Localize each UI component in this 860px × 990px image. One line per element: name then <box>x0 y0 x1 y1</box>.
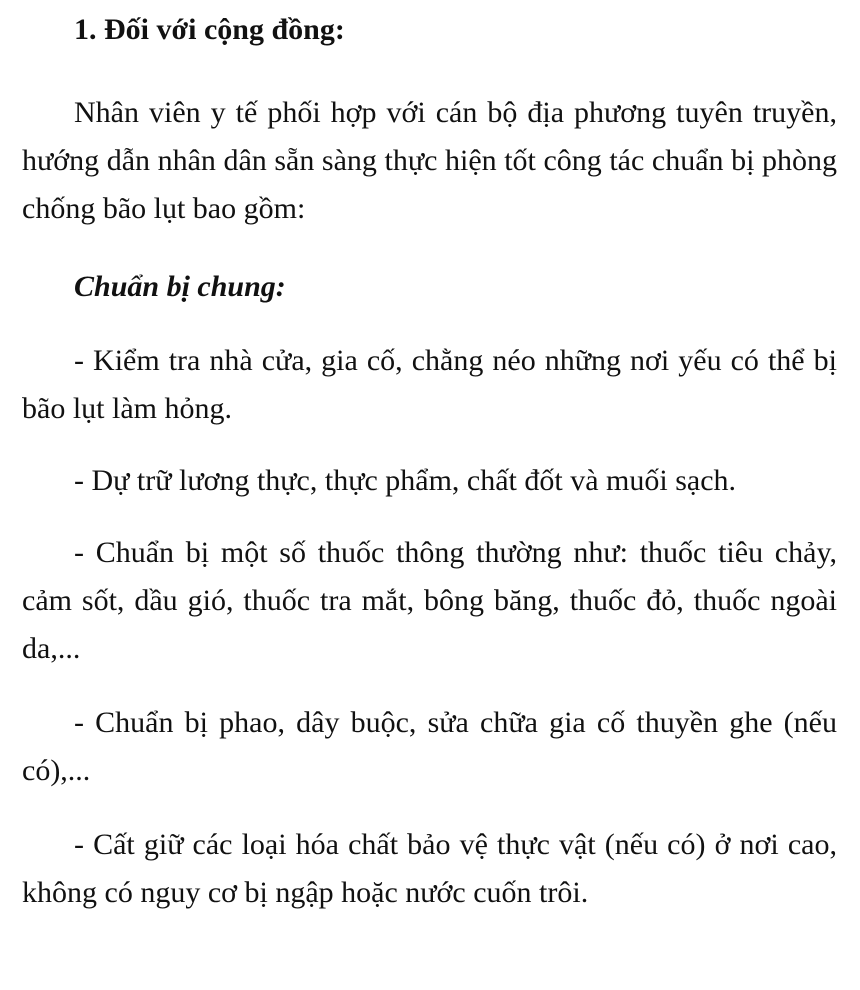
section-heading: 1. Đối với cộng đồng: <box>74 13 345 46</box>
list-item: - Chuẩn bị phao, dây buộc, sửa chữa gia cố thuyền ghe (nếu có),... <box>22 706 837 787</box>
document-page <box>22 0 837 917</box>
intro-paragraph: Nhân viên y tế phối hợp với cán bộ địa phương tuyên truyền, hướng dẫn nhân dân sẵn sàng thực hiện tốt công tác chuẩn bị phòng chống bão lụt bao gồm: <box>22 96 837 225</box>
list-item: - Chuẩn bị một số thuốc thông thường như: thuốc tiêu chảy, cảm sốt, dầu gió, thuốc tra mắt, bông băng, thuốc đỏ, thuốc ngoài da,... <box>22 536 837 665</box>
list-item: - Kiểm tra nhà cửa, gia cố, chằng néo những nơi yếu có thể bị bão lụt làm hỏng. <box>22 344 837 425</box>
list-item: - Dự trữ lương thực, thực phẩm, chất đốt và muối sạch. <box>74 464 737 497</box>
subheading-general-preparation: Chuẩn bị chung: <box>74 270 286 303</box>
list-item: - Cất giữ các loại hóa chất bảo vệ thực vật (nếu có) ở nơi cao, không có nguy cơ bị ngập hoặc nước cuốn trôi. <box>22 828 837 909</box>
